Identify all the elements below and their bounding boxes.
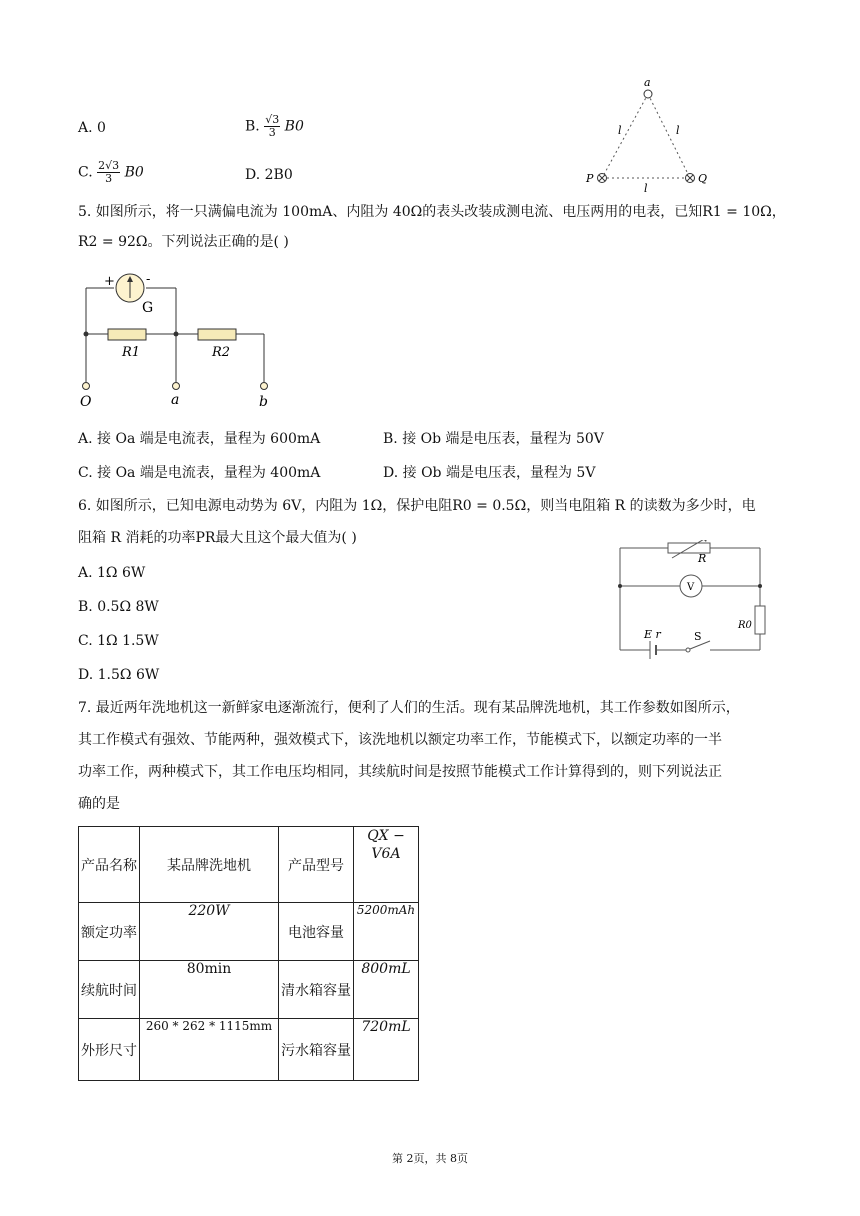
page-footer: 第 2页，共 8页 [392, 1152, 468, 1165]
q5-option-b: B. 接 Ob 端是电压表，量程为 50V [383, 431, 604, 447]
table-row [79, 827, 419, 903]
terminal-a [173, 383, 180, 390]
table-cell: 某品牌洗地机 [140, 827, 279, 903]
q5-option-a: A. 接 Oa 端是电流表，量程为 600mA [78, 431, 321, 447]
label-g: G [142, 300, 154, 316]
galvanometer-icon [116, 274, 144, 302]
q5-circuit-diagram [74, 268, 284, 410]
table-cell: 清水箱容量 [279, 961, 354, 1019]
label-v: V [687, 582, 695, 593]
table-cell: 5200mAh [354, 903, 419, 961]
table-row [79, 961, 419, 1019]
q7-line-3: 功率工作，两种模式下，其工作电压均相同，其续航时间是按照节能模式工作计算得到的，则下列说法正 [78, 764, 722, 780]
label-s: S [694, 630, 702, 643]
q5-line-1: 5. 如图所示，将一只满偏电流为 100mA、内阻为 40Ω的表头改装成测电流、电压两用的电表，已知R1 = 10Ω， [78, 204, 786, 220]
option-b [245, 114, 304, 139]
option-b-value: B0 [284, 118, 304, 135]
table-cell: 外形尺寸 [79, 1019, 140, 1081]
q7-line-1: 7. 最近两年洗地机这一新鲜家电逐渐流行，便利了人们的生活。现有某品牌洗地机，其工作参数如图所示， [78, 700, 740, 716]
battery-icon [650, 641, 656, 659]
label-p: P [586, 172, 594, 185]
table-cell: 额定功率 [79, 903, 140, 961]
table-cell: 电池容量 [279, 903, 354, 961]
label-a-terminal: a [171, 392, 180, 408]
point-p-current-into-page-icon [598, 174, 607, 183]
table-cell: 续航时间 [79, 961, 140, 1019]
label-side-right: l [676, 124, 680, 137]
label-r0: R0 [738, 620, 752, 631]
fraction-numerator: 2√3 [98, 159, 120, 172]
resistor-r2 [198, 329, 236, 340]
table-row [79, 1019, 419, 1081]
label-a: a [644, 76, 651, 89]
option-b-fraction [264, 114, 280, 139]
label-plus: + [104, 274, 115, 289]
table-cell: 260 * 262 * 1115mm [140, 1019, 279, 1081]
q7-line-4: 确的是 [78, 796, 120, 812]
option-a: A. 0 [78, 120, 106, 136]
spec-table [78, 826, 419, 1081]
table-cell: 产品名称 [79, 827, 140, 903]
option-b-label: B. [245, 118, 260, 135]
label-o: O [80, 394, 92, 410]
label-side-left: l [618, 124, 622, 137]
fraction-denominator: 3 [268, 126, 276, 139]
table-row [79, 903, 419, 961]
label-r2: R2 [212, 345, 231, 360]
q5-option-d: D. 接 Ob 端是电压表，量程为 5V [383, 465, 596, 481]
terminal-b [261, 383, 268, 390]
option-c-label: C. [78, 164, 93, 181]
table-cell: 800mL [354, 961, 419, 1019]
q6-option-b: B. 0.5Ω 8W [78, 599, 159, 615]
label-r1: R1 [122, 345, 141, 360]
triangle-diagram [580, 76, 720, 196]
q6-option-c: C. 1Ω 1.5W [78, 633, 159, 649]
table-cell: 污水箱容量 [279, 1019, 354, 1081]
q6-line-2: 阻箱 R 消耗的功率PR最大且这个最大值为( ) [78, 530, 357, 546]
fraction-numerator: √3 [265, 113, 280, 126]
label-b-terminal: b [259, 394, 268, 410]
q7-line-2: 其工作模式有强效、节能两种，强效模式下，该洗地机以额定功率工作，节能模式下，以额定功率的一半 [78, 732, 722, 748]
q6-circuit-diagram [610, 540, 780, 660]
q6-option-d: D. 1.5Ω 6W [78, 667, 160, 683]
q6-option-a: A. 1Ω 6W [78, 565, 146, 581]
option-c-fraction [97, 160, 120, 185]
option-d: D. 2B0 [245, 167, 293, 183]
resistor-r0 [755, 606, 765, 634]
q6-line-1: 6. 如图所示，已知电源电动势为 6V，内阻为 1Ω，保护电阻R0 = 0.5Ω，则当电阻箱 R 的读数为多少时，电 [78, 498, 756, 514]
terminal-o [83, 383, 90, 390]
label-q: Q [698, 172, 708, 185]
table-cell: 80min [140, 961, 279, 1019]
label-e-r: E r [644, 628, 661, 641]
label-r: R [698, 552, 707, 565]
table-cell: 产品型号 [279, 827, 354, 903]
label-minus: - [146, 272, 151, 287]
q5-line-2: R2 = 92Ω。下列说法正确的是( ) [78, 234, 289, 250]
resistor-r1 [108, 329, 146, 340]
q5-option-c: C. 接 Oa 端是电流表，量程为 400mA [78, 465, 321, 481]
table-cell: 220W [140, 903, 279, 961]
table-cell: QX − V6A [354, 827, 419, 903]
point-q-current-into-page-icon [686, 174, 695, 183]
option-c [78, 160, 144, 185]
table-cell: 720mL [354, 1019, 419, 1081]
option-c-value: B0 [124, 164, 144, 181]
point-a [644, 90, 652, 98]
label-side-bottom: l [644, 182, 648, 195]
fraction-denominator: 3 [105, 172, 113, 185]
